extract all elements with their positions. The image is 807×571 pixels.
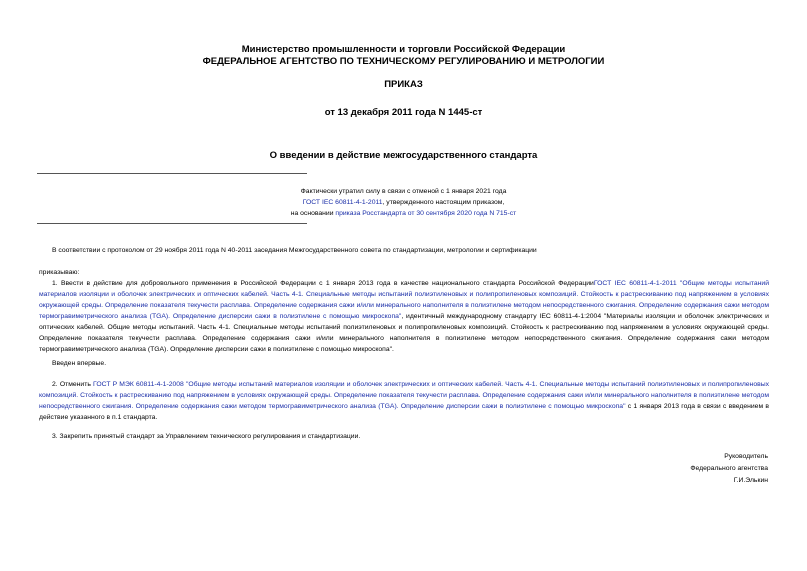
item-3-text: 3. Закрепить принятый стандарт за Управлением технического регулирования и стандартизации. [52, 433, 361, 440]
first-time-note [39, 358, 769, 369]
order-word: приказываю: [39, 269, 80, 276]
intro-paragraph [39, 245, 769, 256]
item-3 [39, 431, 769, 442]
signature-org: Федерального агентства [690, 465, 768, 472]
item-1-tail: , идентичный международному стандарту IEC 60811-4-1:2004 "Материалы изоляции и оболочек электрических и оптических кабелей. Общие методы испытаний. Часть 4-1. Специальные методы испытаний полиэтиленовых и полипропиленовых композиций. Стойкость к растрескиванию под напряжением в условиях окружающей среды. Определение показателя текучести расплава. Определение содержания сажи и/или минерального наполнителя в полиэтилене методом непосредственного сжигания. Определение содержания сажи методом термогравиметрического анализа (TGA). Определение дисперсии сажи в полиэтилене с помощью микроскопа". [39, 313, 769, 353]
status-note-line3-text: на основании [290, 210, 336, 217]
top-divider [37, 173, 307, 174]
item-1-text: 1. Ввести в действие для добровольного применения в Российской Федерации с 1 января 2013 года в качестве национального стандарта Российской Федерации [52, 280, 594, 287]
signature-block [690, 451, 768, 487]
gost-r-mek-link[interactable]: ГОСТ Р МЭК 60811-4-1-2008 "Общие методы испытаний материалов изоляции и оболочек электрических и оптических кабелей. Часть 4-1. Специальные методы испытаний полиэтиленовых и полипропиленовых композиций. Стойкость к растрескиванию под напряжением в условиях окружающей среды. Определение показателя текучести расплава. Определение содержания сажи и/или минерального наполнителя в полиэтилене методом непосредственного сжигания. Определение содержания сажи методом термогравиметрического анализа (TGA). Определение дисперсии сажи в полиэтилене с помощью микроскопа" [39, 381, 769, 410]
date-number: от 13 декабря 2011 года N 1445-ст [324, 107, 483, 118]
rosstandart-order-link[interactable]: приказа Росстандарта от 30 сентября 2020 года N 715-ст [335, 210, 517, 217]
status-note-line1: Фактически утратил силу в связи с отменой с 1 января 2021 года [300, 188, 507, 195]
signature-title: Руководитель [724, 453, 768, 460]
intro-text: В соответствии с протоколом от 29 ноября 2011 года N 40-2011 заседания Межгосударственного совета по стандартизации, метрологии и сертификации [52, 247, 537, 254]
signature-name: Г.И.Элькин [733, 477, 768, 484]
item-2 [39, 379, 769, 423]
status-note-line2 [0, 197, 807, 208]
item-2-tail: с 1 января 2013 года в связи с введением в действие указанного в п.1 стандарта. [39, 403, 769, 421]
gost-iec-link[interactable]: ГОСТ IEC 60811-4-1-2011 "Общие методы испытаний материалов изоляции и оболочек электрических и оптических кабелей. Часть 4-1. Специальные методы испытаний полиэтиленовых и полипропиленовых композиций. Стойкость к растрескиванию под напряжением в условиях окружающей среды. Определение показателя текучести расплава. Определение содержания сажи и/или минерального наполнителя в полиэтилене методом непосредственного сжигания. Определение содержания сажи методом термогравиметрического анализа (TGA). Определение дисперсии сажи в полиэтилене с помощью микроскопа" [39, 280, 769, 320]
doc-type: ПРИКАЗ [384, 79, 423, 90]
item-2-text: 2. Отменить [52, 381, 94, 388]
status-standard-link[interactable]: ГОСТ IEC 60811-4-1-2011 [302, 199, 383, 206]
document-subject: О введении в действие межгосударственного стандарта [269, 150, 538, 161]
ministry-name: Министерство промышленности и торговли Российской Федерации [241, 44, 566, 55]
status-note-line2-text: , утвержденного настоящим приказом, [382, 199, 505, 206]
agency-name: ФЕДЕРАЛЬНОЕ АГЕНТСТВО ПО ТЕХНИЧЕСКОМУ РЕГУЛИРОВАНИЮ И МЕТРОЛОГИИ [202, 56, 605, 67]
status-note-line3 [0, 208, 807, 219]
bottom-divider [37, 223, 307, 224]
first-time-text: Введен впервые. [52, 360, 107, 367]
item-1 [39, 278, 769, 355]
